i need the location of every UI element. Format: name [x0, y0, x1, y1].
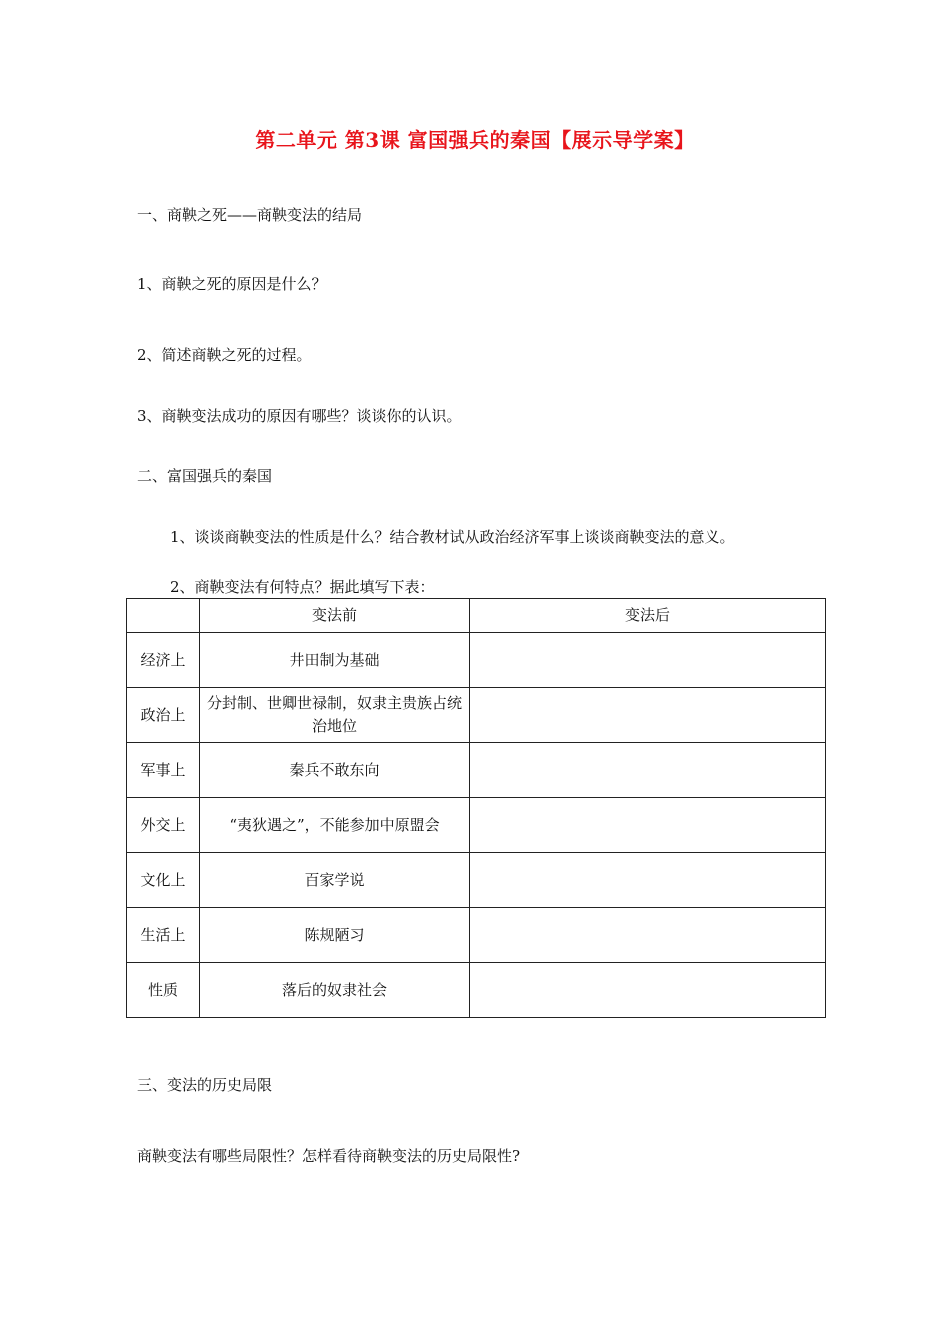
- table-cell-before: 秦兵不敢东向: [200, 743, 470, 798]
- table-cell-before: 井田制为基础: [200, 633, 470, 688]
- table-cell-before: 分封制、世卿世禄制，奴隶主贵族占统治地位: [200, 688, 470, 743]
- table-row: [127, 908, 826, 963]
- table-row: [127, 633, 826, 688]
- section-3-heading: 三、变法的历史局限: [137, 1076, 273, 1094]
- section-3-question-1: 商鞅变法有哪些局限性？怎样看待商鞅变法的历史局限性?: [137, 1147, 521, 1165]
- table-header-aspect: [127, 599, 200, 633]
- table-row: [127, 853, 826, 908]
- section-1-heading: 一、商鞅之死——商鞅变法的结局: [137, 206, 363, 224]
- table-cell-after[interactable]: [470, 798, 826, 853]
- table-cell-aspect: 外交上: [127, 798, 200, 853]
- table-cell-after[interactable]: [470, 743, 826, 798]
- table-cell-aspect: 经济上: [127, 633, 200, 688]
- comparison-table: [126, 598, 826, 1018]
- table-cell-aspect: 文化上: [127, 853, 200, 908]
- table-cell-before: 陈规陋习: [200, 908, 470, 963]
- table-cell-after[interactable]: [470, 963, 826, 1018]
- table-header-before: 变法前: [200, 599, 470, 633]
- section-1-question-3: 3、商鞅变法成功的原因有哪些？谈谈你的认识。: [137, 407, 462, 425]
- table-header-row: [127, 599, 826, 633]
- section-2-question-2: 2、商鞅变法有何特点？据此填写下表：: [170, 578, 435, 596]
- table-cell-after[interactable]: [470, 688, 826, 743]
- section-2-heading: 二、富国强兵的秦国: [137, 467, 273, 485]
- table-cell-after[interactable]: [470, 908, 826, 963]
- table-cell-aspect: 政治上: [127, 688, 200, 743]
- table-row: [127, 688, 826, 743]
- table-header-after: 变法后: [470, 599, 826, 633]
- table-row: [127, 798, 826, 853]
- table-row: [127, 963, 826, 1018]
- table-cell-before: 落后的奴隶社会: [200, 963, 470, 1018]
- table-row: [127, 743, 826, 798]
- section-2-question-1: 1、谈谈商鞅变法的性质是什么？结合教材试从政治经济军事上谈谈商鞅变法的意义。: [170, 528, 735, 546]
- table-cell-after[interactable]: [470, 633, 826, 688]
- table-cell-aspect: 生活上: [127, 908, 200, 963]
- table-cell-before: 百家学说: [200, 853, 470, 908]
- section-1-question-1: 1、商鞅之死的原因是什么？: [137, 275, 327, 293]
- table-cell-aspect: 军事上: [127, 743, 200, 798]
- table-cell-aspect: 性质: [127, 963, 200, 1018]
- table-cell-before: “夷狄遇之”，不能参加中原盟会: [200, 798, 470, 853]
- page-title: 第二单元 第3课 富国强兵的秦国【展示导学案】: [255, 128, 695, 152]
- table-cell-after[interactable]: [470, 853, 826, 908]
- section-1-question-2: 2、简述商鞅之死的过程。: [137, 346, 312, 364]
